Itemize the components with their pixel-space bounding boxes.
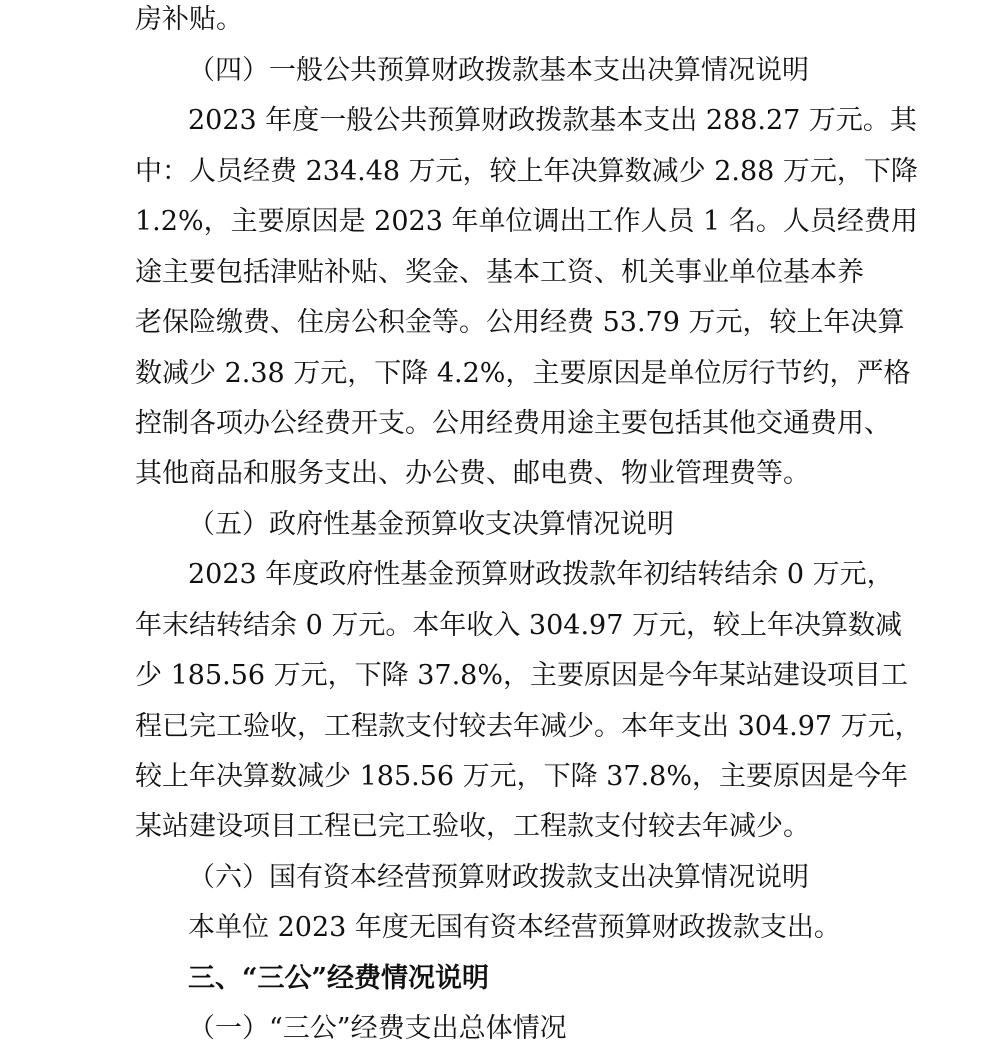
line-text: 数减少 2.38 万元，下降 4.2%，主要原因是单位厉行节约，严格: [135, 358, 911, 389]
line-text: 2023 年度一般公共预算财政拨款基本支出 288.27 万元。其: [188, 105, 917, 136]
paragraph-line: [0, 802, 1000, 852]
section-heading-4: [0, 46, 1000, 96]
paragraph-line: [0, 651, 1000, 701]
line-text: 途主要包括津贴补贴、奖金、基本工资、机关事业单位基本养: [135, 257, 864, 288]
paragraph-line: [0, 298, 1000, 348]
paragraph-line: [0, 399, 1000, 449]
line-text: 年末结转结余 0 万元。本年收入 304.97 万元，较上年决算数减: [135, 610, 902, 641]
paragraph-line: [0, 197, 1000, 247]
line-text: 控制各项办公经费开支。公用经费用途主要包括其他交通费用、: [135, 408, 891, 439]
paragraph-line: [0, 702, 1000, 752]
section-heading-5: [0, 500, 1000, 550]
paragraph-line: [0, 349, 1000, 399]
line-text: 1.2%，主要原因是 2023 年单位调出工作人员 1 名。人员经费用: [135, 206, 918, 237]
section-heading-1: [0, 1004, 1000, 1054]
paragraph-line: [0, 147, 1000, 197]
line-text: 老保险缴费、住房公积金等。公用经费 53.79 万元，较上年决算: [135, 307, 905, 338]
paragraph-line: [0, 96, 1000, 146]
paragraph-line: [0, 903, 1000, 953]
paragraph-line: [0, 601, 1000, 651]
paragraph-line: [0, 0, 1000, 45]
heading-text: 三、“三公”经费情况说明: [188, 963, 490, 994]
paragraph-line: [0, 752, 1000, 802]
line-text: 2023 年度政府性基金预算财政拨款年初结转结余 0 万元，: [188, 559, 894, 590]
heading-text: （四）一般公共预算财政拨款基本支出决算情况说明: [188, 55, 809, 86]
heading-text: （六）国有资本经营预算财政拨款支出决算情况说明: [188, 862, 809, 893]
paragraph-line: [0, 550, 1000, 600]
line-text: 某站建设项目工程已完工验收，工程款支付较去年减少。: [135, 811, 810, 842]
line-text: 房补贴。: [135, 4, 243, 35]
line-text: 其他商品和服务支出、办公费、邮电费、物业管理费等。: [135, 458, 810, 489]
line-text: 较上年决算数减少 185.56 万元，下降 37.8%，主要原因是今年: [135, 761, 908, 792]
heading-text: （五）政府性基金预算收支决算情况说明: [188, 509, 674, 540]
chapter-heading-3: [0, 954, 1000, 1004]
line-text: 程已完工验收，工程款支付较去年减少。本年支出 304.97 万元，: [135, 711, 922, 742]
paragraph-line: [0, 449, 1000, 499]
line-text: 中：人员经费 234.48 万元，较上年决算数减少 2.88 万元，下降: [135, 156, 918, 187]
line-text: 少 185.56 万元，下降 37.8%，主要原因是今年某站建设项目工: [135, 660, 908, 691]
line-text: 本单位 2023 年度无国有资本经营预算财政拨款支出。: [188, 912, 841, 943]
section-heading-6: [0, 853, 1000, 903]
heading-text: （一）“三公”经费支出总体情况: [188, 1013, 567, 1044]
paragraph-line: [0, 248, 1000, 298]
